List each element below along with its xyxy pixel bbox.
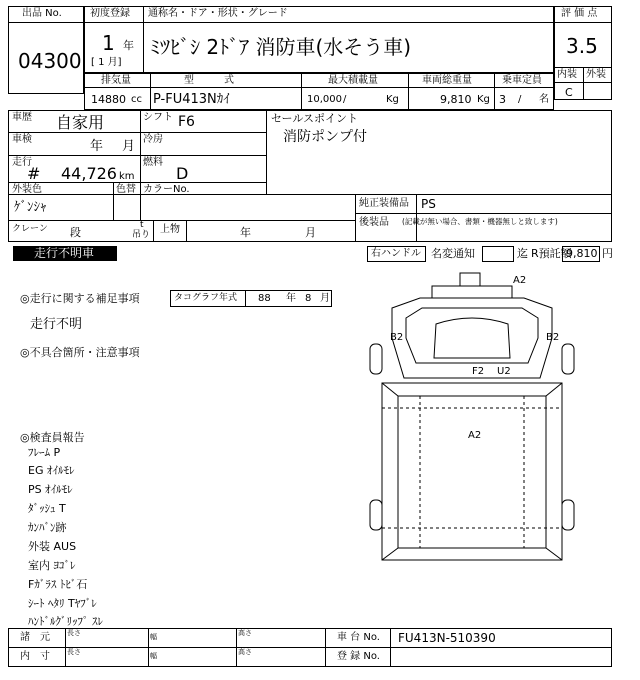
model-value: P-FU413Nｶｲ (153, 92, 230, 107)
history-value: 自家用 (56, 113, 105, 132)
exterior-grade-label: 外装 (586, 69, 606, 80)
damage-mark: A2 (468, 430, 482, 441)
registration-number-label: 登 録 No. (337, 651, 380, 662)
crane-label: クレーン (12, 224, 48, 234)
color-change-label: 色替 (116, 184, 136, 195)
color-code-label: カラーNo. (143, 184, 190, 195)
displacement-label: 排気量 (101, 75, 131, 86)
capacity-label: 乗車定員 (502, 75, 542, 86)
tachograph-year-unit: 年 (286, 293, 296, 304)
recycle-label: R預託額 (531, 247, 572, 260)
damage-mark: B2 (390, 332, 404, 343)
inspector-line: Fｶﾞﾗｽ ﾄﾋﾞ石 (28, 578, 88, 591)
max-load-separator: / (343, 94, 347, 105)
inspector-line: ｼｰﾄ ﾍﾀﾘ Tﾔﾌﾞﾚ (28, 597, 97, 610)
ac-label: 冷房 (143, 134, 163, 145)
chassis-number-label: 車 台 No. (337, 632, 380, 643)
model-label: 型 式 (184, 75, 234, 86)
gross-weight-value: 9,810 (440, 93, 472, 106)
front-right-wheel (562, 344, 574, 374)
registration-year: 1 (102, 31, 115, 55)
lot-label: 出品 No. (22, 8, 62, 19)
score-label: 評 価 点 (561, 8, 598, 19)
truck-mirror (460, 273, 480, 286)
sales-point-label: セールスポイント (271, 112, 359, 125)
first-registration-label: 初度登録 (90, 8, 130, 19)
upper-body-label: 上物 (160, 224, 180, 235)
registration-month: [ 1 月] (91, 57, 122, 68)
inspector-line: ﾊﾝﾄﾞﾙｸﾞﾘｯﾌﾟ ｽﾚ (28, 615, 103, 628)
displacement-value: 14880 (91, 93, 126, 106)
width-label: 幅 (150, 652, 157, 660)
length-label: 長さ (67, 629, 81, 637)
shift-value: F6 (178, 114, 195, 130)
height-label: 高さ (238, 629, 252, 637)
inspector-line: ｶﾝﾊﾞﾝ跡 (28, 521, 67, 534)
inspector-report-label: ◎検査員報告 (20, 431, 85, 444)
gross-weight-unit: Kg (477, 94, 490, 105)
mileage-value: 44,726 (61, 164, 117, 183)
sales-point-value: 消防ポンプ付 (283, 129, 367, 145)
crane-lift: 吊り (132, 230, 151, 240)
tachograph-year: 88 (258, 293, 271, 304)
inspection-year: 年 (90, 139, 104, 154)
chassis-number-value: FU413N-510390 (398, 631, 496, 645)
inspector-line: 室内 ﾖｺﾞﾚ (28, 559, 76, 572)
tachograph-label: タコグラフ年式 (174, 293, 238, 303)
rear-right-wheel (562, 500, 574, 530)
crane-stage: 段 (70, 226, 81, 239)
inspector-line: PS ｵｲﾙﾓﾚ (28, 483, 73, 496)
damage-mark: B2 (546, 332, 560, 343)
aftermarket-label: 後装品 (359, 217, 389, 228)
capacity-value: 3 (499, 93, 506, 106)
inspection-label: 車検 (12, 134, 32, 145)
truck-body (382, 383, 562, 560)
tachograph-month-unit: 月 (320, 293, 330, 304)
upper-year: 年 (240, 226, 251, 239)
damage-mark: F2 (472, 366, 485, 377)
lot-number: 04300 (18, 49, 82, 73)
color-label: 外装色 (12, 184, 42, 195)
name-change-box (482, 246, 514, 262)
name-change-label: 名変通知 (431, 247, 475, 260)
mileage-label: 走行 (12, 157, 32, 168)
recycle-value: 9,810 (566, 247, 598, 260)
mileage-prefix: # (27, 164, 41, 183)
front-left-wheel (370, 344, 382, 374)
standard-equipment-label: 純正装備品 (359, 198, 409, 209)
displacement-unit: cc (131, 94, 142, 105)
truck-damage-diagram (360, 268, 600, 588)
interior-grade-label: 内装 (557, 69, 577, 80)
defects-label: ◎不具合箇所・注意事項 (20, 346, 140, 359)
inspection-month: 月 (122, 139, 136, 154)
height-label: 高さ (238, 648, 252, 656)
max-load-label: 最大積載量 (328, 75, 378, 86)
registration-year-unit: 年 (123, 39, 134, 52)
max-load-value: 10,000 (307, 94, 342, 105)
aftermarket-note: (記載が無い場合、書類・機器無しと致します) (402, 217, 558, 226)
shift-label: シフト (143, 112, 173, 123)
status-banner-text: 走行不明車 (34, 246, 95, 260)
gross-weight-label: 車両総重量 (422, 75, 472, 86)
mileage-unit: km (119, 171, 135, 182)
dimensions-label: 諸 元 (20, 632, 50, 643)
capacity-separator: / (518, 94, 522, 105)
inspector-line: ﾀﾞｯｼｭ T (28, 502, 66, 515)
color-value: ｹﾞﾝｼｬ (14, 200, 47, 215)
recycle-unit: 円 (602, 247, 613, 260)
driving-supplement-label: ◎走行に関する補足事項 (20, 292, 140, 305)
standard-equipment-value: PS (421, 197, 436, 211)
inspector-line: 外装 AUS (28, 540, 77, 553)
steering-value: 右ハンドル (371, 248, 421, 259)
inspector-line: ﾌﾚｰﾑ P (28, 446, 61, 459)
max-load-unit: Kg (386, 94, 399, 105)
interior-grade: C (565, 86, 573, 99)
deadline-label: 迄 (517, 247, 528, 260)
inspector-line: EG ｵｲﾙﾓﾚ (28, 464, 75, 477)
driving-supplement-text: 走行不明 (30, 317, 83, 332)
tachograph-month: 8 (305, 293, 312, 304)
interior-dimensions-label: 内 寸 (20, 651, 50, 662)
capacity-unit: 名 (539, 94, 549, 105)
damage-mark: U2 (497, 366, 511, 377)
truck-windshield (434, 318, 510, 358)
damage-mark: A2 (513, 275, 527, 286)
crane-ton: t (140, 220, 144, 230)
truck-roof (432, 286, 512, 298)
fuel-label: 燃料 (143, 157, 163, 168)
vehicle-name: ﾐﾂﾋﾞｼ 2ﾄﾞｱ 消防車(水そう車) (150, 35, 412, 59)
vehicle-name-label: 通称名・ドア・形状・グレード (148, 8, 288, 19)
rear-left-wheel (370, 500, 382, 530)
length-label: 長さ (67, 648, 81, 656)
history-label: 車歴 (12, 112, 32, 123)
score-value: 3.5 (566, 34, 598, 58)
width-label: 幅 (150, 633, 157, 641)
upper-month: 月 (305, 226, 316, 239)
fuel-value: D (176, 164, 189, 183)
